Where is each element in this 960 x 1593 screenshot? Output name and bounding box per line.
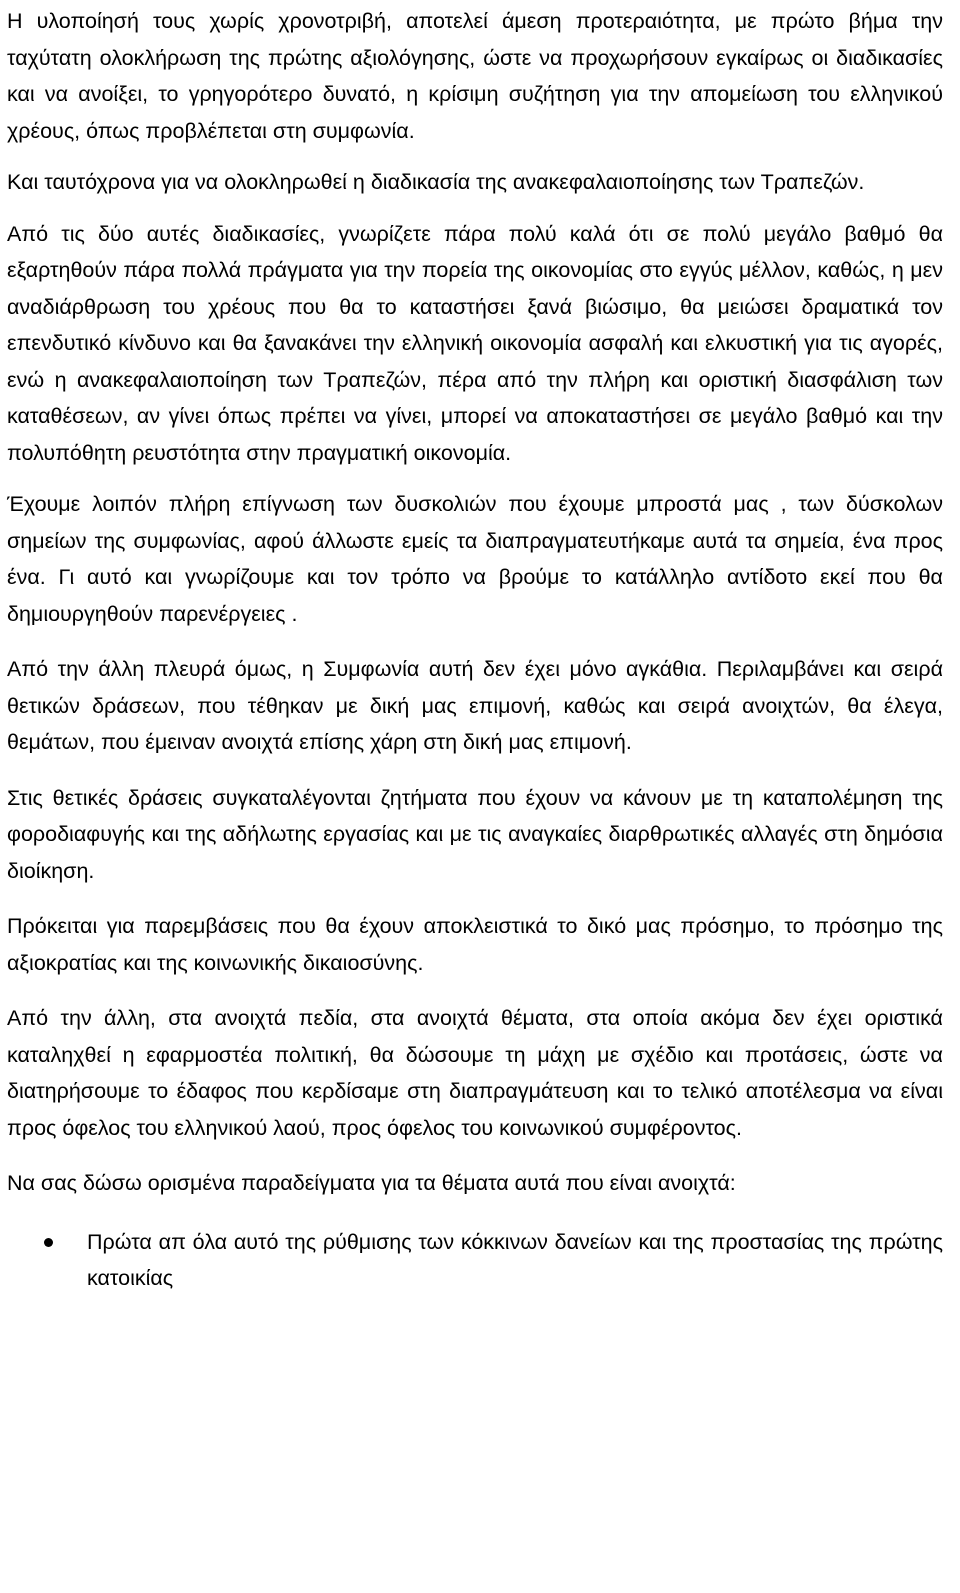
list-item-text: Πρώτα απ όλα αυτό της ρύθμισης των κόκκινων δανείων και της προστασίας της πρώτης κατοικίας: [87, 1229, 943, 1290]
bullet-icon: [44, 1238, 53, 1247]
paragraph: Από την άλλη πλευρά όμως, η Συμφωνία αυτή δεν έχει μόνο αγκάθια. Περιλαμβάνει και σειρά θετικών δράσεων, που τέθηκαν με δική μας επιμονή, καθώς και σειρά ανοιχτών, θα έλεγα, θεμάτων, που έμειναν ανοιχτά επίσης χάρη στη δική μας επιμονή.: [7, 657, 943, 754]
paragraph: Να σας δώσω ορισμένα παραδείγματα για τα θέματα αυτά που είναι ανοιχτά:: [7, 1171, 736, 1195]
paragraph: Από την άλλη, στα ανοιχτά πεδία, στα ανοιχτά θέματα, στα οποία ακόμα δεν έχει οριστικά καταληχθεί η εφαρμοστέα πολιτική, θα δώσουμε τη μάχη με σχέδιο και προτάσεις, ώστε να διατηρήσουμε το έδαφος που κερδίσαμε στη διαπραγμάτευση και το τελικό αποτέλεσμα να είναι προς όφελος του ελληνικού λαού, προς όφελος του κοινωνικού συμφέροντος.: [7, 1006, 943, 1140]
bullet-list: [7, 1224, 943, 1297]
paragraph: Η υλοποίησή τους χωρίς χρονοτριβή, αποτελεί άμεση προτεραιότητα, με πρώτο βήμα την ταχύτατη ολοκλήρωση της πρώτης αξιολόγησης, ώστε να προχωρήσουν εγκαίρως οι διαδικασίες και να ανοίξει, το γρηγορότερο δυνατό, η κρίσιμη συζήτηση για την απομείωση του ελληνικού χρέους, όπως προβλέπεται στη συμφωνία.: [7, 9, 943, 143]
paragraph: Στις θετικές δράσεις συγκαταλέγονται ζητήματα που έχουν να κάνουν με τη καταπολέμηση της φοροδιαφυγής και της αδήλωτης εργασίας και με τις αναγκαίες διαρθρωτικές αλλαγές στη δημόσια διοίκηση.: [7, 785, 943, 883]
document-page: [7, 0, 943, 1297]
list-item: [7, 1224, 943, 1297]
paragraph: Από τις δύο αυτές διαδικασίες, γνωρίζετε πάρα πολύ καλά ότι σε πολύ μεγάλο βαθμό θα εξαρτηθούν πάρα πολλά πράγματα για την πορεία της οικονομίας στο εγγύς μέλλον, καθώς, η μεν αναδιάρθρωση του χρέους που θα το καταστήσει ξανά βιώσιμο, θα μειώσει δραματικά τον επενδυτικό κίνδυνο και θα ξανακάνει την ελληνική οικονομία ασφαλή και ελκυστική για τις αγορές, ενώ η ανακεφαλαιοποίηση των Τραπεζών, πέρα από την πλήρη και οριστική διασφάλιση των καταθέσεων, αν γίνει όπως πρέπει να γίνει, μπορεί να αποκαταστήσει σε μεγάλο βαθμό και την πολυπόθητη ρευστότητα στην πραγματική οικονομία.: [7, 221, 943, 465]
paragraph: Πρόκειται για παρεμβάσεις που θα έχουν αποκλειστικά το δικό μας πρόσημο, το πρόσημο της αξιοκρατίας και της κοινωνικής δικαιοσύνης.: [7, 914, 943, 975]
paragraph: Και ταυτόχρονα για να ολοκληρωθεί η διαδικασία της ανακεφαλαιοποίησης των Τραπεζών.: [7, 170, 865, 194]
paragraph: Έχουμε λοιπόν πλήρη επίγνωση των δυσκολιών που έχουμε μπροστά μας , των δύσκολων σημείων της συμφωνίας, αφού άλλωστε εμείς τα διαπραγματευτήκαμε αυτά τα σημεία, ένα προς ένα. Γι αυτό και γνωρίζουμε και τον τρόπο να βρούμε το κατάλληλο αντίδοτο εκεί που θα δημιουργηθούν παρενέργειες .: [7, 492, 943, 626]
